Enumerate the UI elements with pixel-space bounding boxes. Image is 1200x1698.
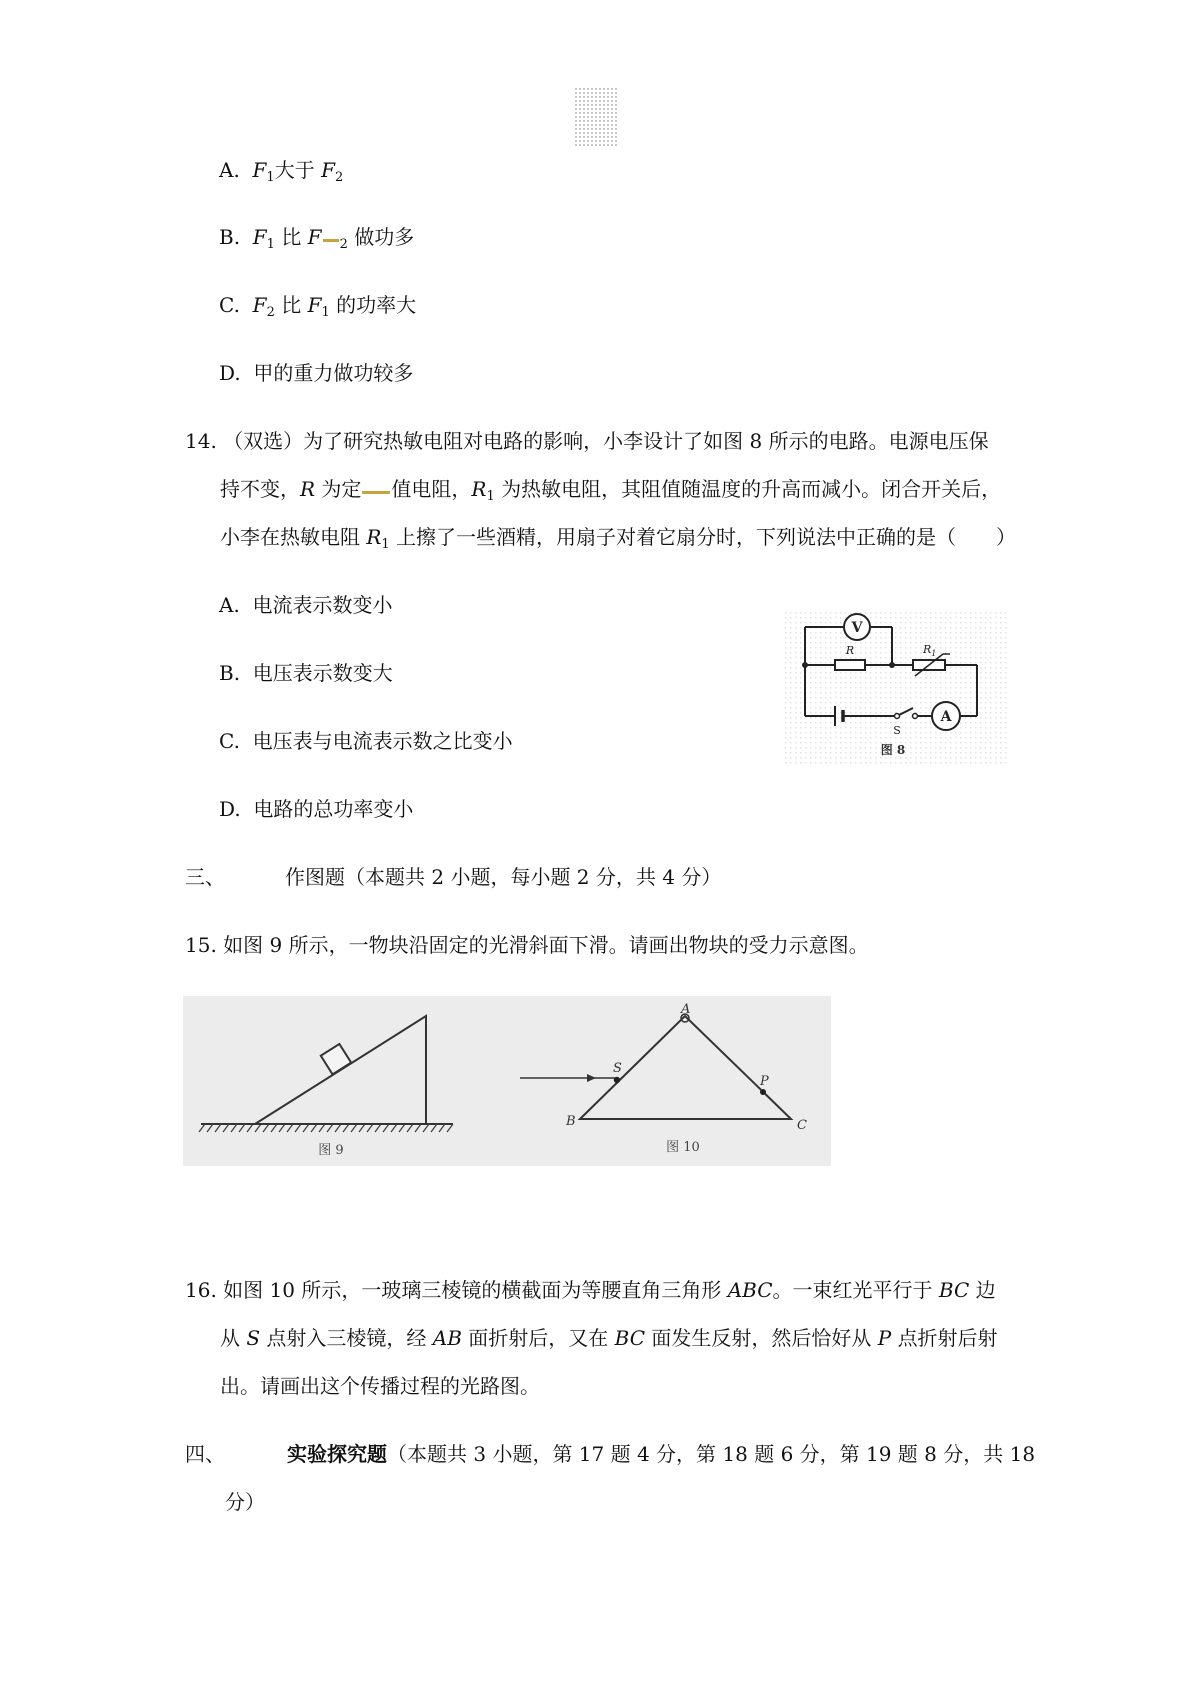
section-3-heading: 三、 作图题（本题共 2 小题，每小题 2 分，共 4 分）	[185, 865, 722, 889]
q16-line-2: 从 S 点射入三棱镜，经 AB 面折射后，又在 BC 面发生反射，然后恰好从 P 点折射后射	[220, 1326, 998, 1350]
highlight-mark	[323, 239, 339, 242]
voltmeter-icon	[844, 614, 870, 640]
junction-dot	[889, 662, 895, 668]
q15-text: 15. 如图 9 所示，一物块沿固定的光滑斜面下滑。请画出物块的受力示意图。	[185, 933, 869, 957]
point-s	[614, 1077, 620, 1083]
q13-option-b[interactable]: B. $F_1$ 比 F $_2$ 做功多	[219, 225, 415, 252]
label-c: C	[797, 1118, 807, 1133]
section-4-heading: 四、 实验探究题（本题共 3 小题，第 17 题 4 分，第 18 题 6 分，第 19 题 8 分，共 18	[185, 1442, 1036, 1466]
highlight-mark	[362, 491, 390, 494]
thermistor-label: R	[923, 643, 932, 656]
figures-9-10	[183, 996, 831, 1166]
q14-line-2: 持不变，R 为定 值电阻，$R_1$ 为热敏电阻，其阻值随温度的升高而减小。闭合开关后，	[220, 477, 1002, 504]
junction-dot	[802, 662, 808, 668]
q14-line-1: 14. （双选）为了研究热敏电阻对电路的影响，小李设计了如图 8 所示的电路。电源电压保	[185, 429, 989, 453]
ammeter-icon	[932, 702, 960, 730]
point-p	[760, 1089, 766, 1095]
section-4-heading-cont: 分）	[225, 1490, 265, 1514]
q15-number: 15.	[185, 933, 217, 957]
top-dotted-mark	[575, 88, 617, 148]
q16-line-3: 出。请画出这个传播过程的光路图。	[220, 1374, 540, 1398]
q16-line-1: 16. 如图 10 所示，一玻璃三棱镜的横截面为等腰直角三角形 ABC。一束红光平行于 BC 边	[185, 1278, 996, 1302]
ammeter-label: A	[940, 709, 952, 725]
voltmeter-label: V	[851, 620, 863, 636]
q14-option-c[interactable]: C. 电压表与电流表示数之比变小	[219, 729, 513, 753]
label-s: S	[613, 1061, 622, 1076]
q13-option-d[interactable]: D. 甲的重力做功较多	[219, 361, 414, 385]
q14-line-3: 小李在热敏电阻 $R_1$ 上擦了一些酒精，用扇子对着它扇分时，下列说法中正确的是（ ）	[220, 525, 1017, 552]
figure-8-circuit	[785, 612, 1010, 764]
figure-10-caption: 图 10	[666, 1140, 700, 1155]
label-p: P	[760, 1074, 769, 1089]
q14-number: 14.	[185, 429, 217, 453]
figure-background	[183, 996, 831, 1166]
switch-label: S	[893, 724, 901, 737]
q14-option-a[interactable]: A. 电流表示数变小	[219, 593, 393, 617]
q13-option-a[interactable]: A. $F_1$大于 $F_2$	[219, 158, 344, 185]
q14-option-b[interactable]: B. 电压表示数变大	[219, 661, 393, 685]
thermistor-sub-label: 1	[931, 649, 937, 658]
label-b: B	[566, 1114, 576, 1129]
resistor-r-label: R	[845, 644, 855, 657]
q14-option-d[interactable]: D. 电路的总功率变小	[219, 797, 414, 821]
figure-8-caption: 图 8	[880, 743, 906, 757]
q16-number: 16.	[185, 1278, 217, 1302]
figure-9-caption: 图 9	[318, 1143, 344, 1158]
label-a: A	[681, 1002, 691, 1017]
q13-option-c[interactable]: C. $F_2$ 比 $F_1$ 的功率大	[219, 293, 417, 320]
